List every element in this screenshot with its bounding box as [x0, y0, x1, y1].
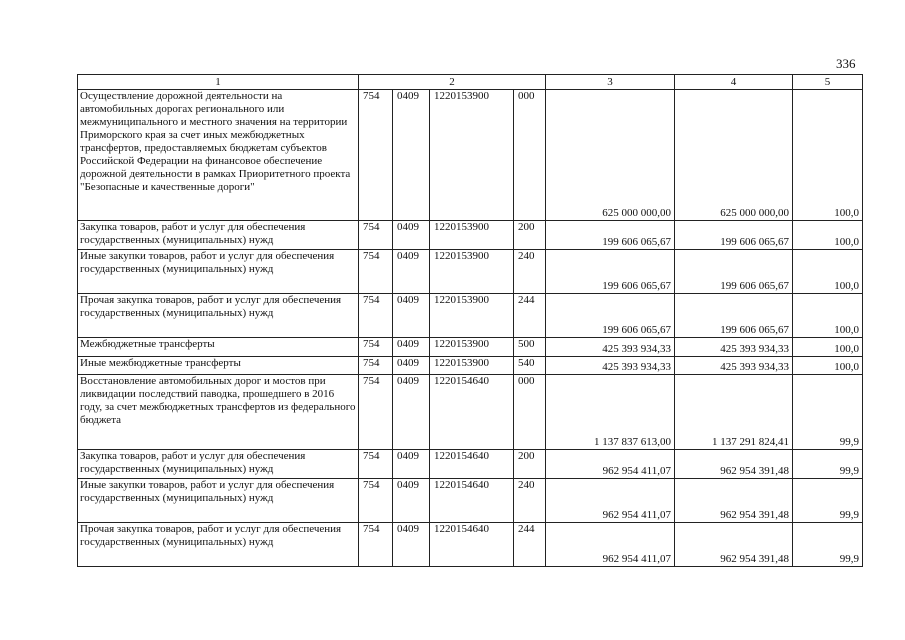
table-row [78, 90, 863, 221]
table-row [78, 250, 863, 294]
row-csr: 1220154640 [430, 523, 514, 567]
row-pct: 100,0 [793, 338, 863, 357]
row-grbs: 754 [359, 90, 393, 221]
header-col-4: 4 [675, 75, 793, 90]
row-pct: 99,9 [793, 479, 863, 523]
table-row [78, 523, 863, 567]
row-rzpr: 0409 [393, 338, 430, 357]
row-fact: 962 954 391,48 [675, 450, 793, 479]
row-grbs: 754 [359, 479, 393, 523]
row-csr: 1220153900 [430, 338, 514, 357]
table-row [78, 221, 863, 250]
header-col-3: 3 [546, 75, 675, 90]
table-row [78, 450, 863, 479]
row-vr: 200 [514, 221, 546, 250]
row-grbs: 754 [359, 357, 393, 375]
row-fact: 199 606 065,67 [675, 294, 793, 338]
row-grbs: 754 [359, 250, 393, 294]
row-plan: 962 954 411,07 [546, 523, 675, 567]
budget-table [77, 74, 863, 567]
row-description: Закупка товаров, работ и услуг для обеспечения государственных (муниципальных) нужд [78, 221, 359, 250]
row-plan: 199 606 065,67 [546, 221, 675, 250]
row-pct: 100,0 [793, 250, 863, 294]
row-vr: 500 [514, 338, 546, 357]
row-rzpr: 0409 [393, 294, 430, 338]
row-vr: 240 [514, 250, 546, 294]
row-fact: 425 393 934,33 [675, 338, 793, 357]
row-rzpr: 0409 [393, 479, 430, 523]
row-description: Межбюджетные трансферты [78, 338, 359, 357]
row-grbs: 754 [359, 375, 393, 450]
table-row [78, 338, 863, 357]
table-row [78, 294, 863, 338]
row-grbs: 754 [359, 450, 393, 479]
row-rzpr: 0409 [393, 250, 430, 294]
table-row [78, 357, 863, 375]
row-description: Прочая закупка товаров, работ и услуг для обеспечения государственных (муниципальных) нужд [78, 523, 359, 567]
row-vr: 200 [514, 450, 546, 479]
row-csr: 1220154640 [430, 479, 514, 523]
table-header-row [78, 75, 863, 90]
row-plan: 425 393 934,33 [546, 338, 675, 357]
row-rzpr: 0409 [393, 90, 430, 221]
row-pct: 100,0 [793, 90, 863, 221]
page-number: 336 [836, 56, 856, 71]
header-col-5: 5 [793, 75, 863, 90]
row-fact: 425 393 934,33 [675, 357, 793, 375]
row-rzpr: 0409 [393, 357, 430, 375]
row-fact: 199 606 065,67 [675, 221, 793, 250]
row-rzpr: 0409 [393, 221, 430, 250]
row-pct: 100,0 [793, 221, 863, 250]
row-fact: 962 954 391,48 [675, 523, 793, 567]
row-description: Осуществление дорожной деятельности на автомобильных дорогах регионального или межмуниципального и местного значения на территории Приморского края за счет иных межбюджетных трансфертов, предоставляемых бюджетам субъектов Российской Федерации на финансовое обеспечение дорожной деятельности в рамках Приоритетного проекта "Безопасные и качественные дороги" [78, 90, 359, 221]
row-grbs: 754 [359, 338, 393, 357]
row-csr: 1220153900 [430, 294, 514, 338]
row-fact: 625 000 000,00 [675, 90, 793, 221]
row-description: Прочая закупка товаров, работ и услуг для обеспечения государственных (муниципальных) нужд [78, 294, 359, 338]
row-rzpr: 0409 [393, 375, 430, 450]
row-fact: 962 954 391,48 [675, 479, 793, 523]
row-pct: 100,0 [793, 294, 863, 338]
row-vr: 540 [514, 357, 546, 375]
row-rzpr: 0409 [393, 523, 430, 567]
table-row [78, 479, 863, 523]
row-grbs: 754 [359, 221, 393, 250]
row-description: Восстановление автомобильных дорог и мостов при ликвидации последствий паводка, прошедшего в 2016 году, за счет межбюджетных трансфертов из федерального бюджета [78, 375, 359, 450]
row-csr: 1220154640 [430, 450, 514, 479]
row-pct: 99,9 [793, 375, 863, 450]
header-col-2: 2 [359, 75, 546, 90]
row-plan: 962 954 411,07 [546, 479, 675, 523]
row-grbs: 754 [359, 523, 393, 567]
row-plan: 1 137 837 613,00 [546, 375, 675, 450]
row-plan: 199 606 065,67 [546, 294, 675, 338]
header-col-1: 1 [78, 75, 359, 90]
row-description: Закупка товаров, работ и услуг для обеспечения государственных (муниципальных) нужд [78, 450, 359, 479]
row-description: Иные межбюджетные трансферты [78, 357, 359, 375]
row-pct: 99,9 [793, 450, 863, 479]
row-vr: 244 [514, 294, 546, 338]
row-rzpr: 0409 [393, 450, 430, 479]
row-plan: 425 393 934,33 [546, 357, 675, 375]
row-csr: 1220153900 [430, 221, 514, 250]
row-csr: 1220153900 [430, 250, 514, 294]
row-description: Иные закупки товаров, работ и услуг для обеспечения государственных (муниципальных) нужд [78, 479, 359, 523]
row-plan: 625 000 000,00 [546, 90, 675, 221]
row-vr: 240 [514, 479, 546, 523]
row-vr: 000 [514, 90, 546, 221]
row-plan: 199 606 065,67 [546, 250, 675, 294]
row-fact: 199 606 065,67 [675, 250, 793, 294]
row-csr: 1220154640 [430, 375, 514, 450]
row-plan: 962 954 411,07 [546, 450, 675, 479]
row-pct: 100,0 [793, 357, 863, 375]
table-row [78, 375, 863, 450]
row-csr: 1220153900 [430, 357, 514, 375]
row-vr: 244 [514, 523, 546, 567]
row-description: Иные закупки товаров, работ и услуг для обеспечения государственных (муниципальных) нужд [78, 250, 359, 294]
row-csr: 1220153900 [430, 90, 514, 221]
row-pct: 99,9 [793, 523, 863, 567]
row-vr: 000 [514, 375, 546, 450]
row-fact: 1 137 291 824,41 [675, 375, 793, 450]
row-grbs: 754 [359, 294, 393, 338]
